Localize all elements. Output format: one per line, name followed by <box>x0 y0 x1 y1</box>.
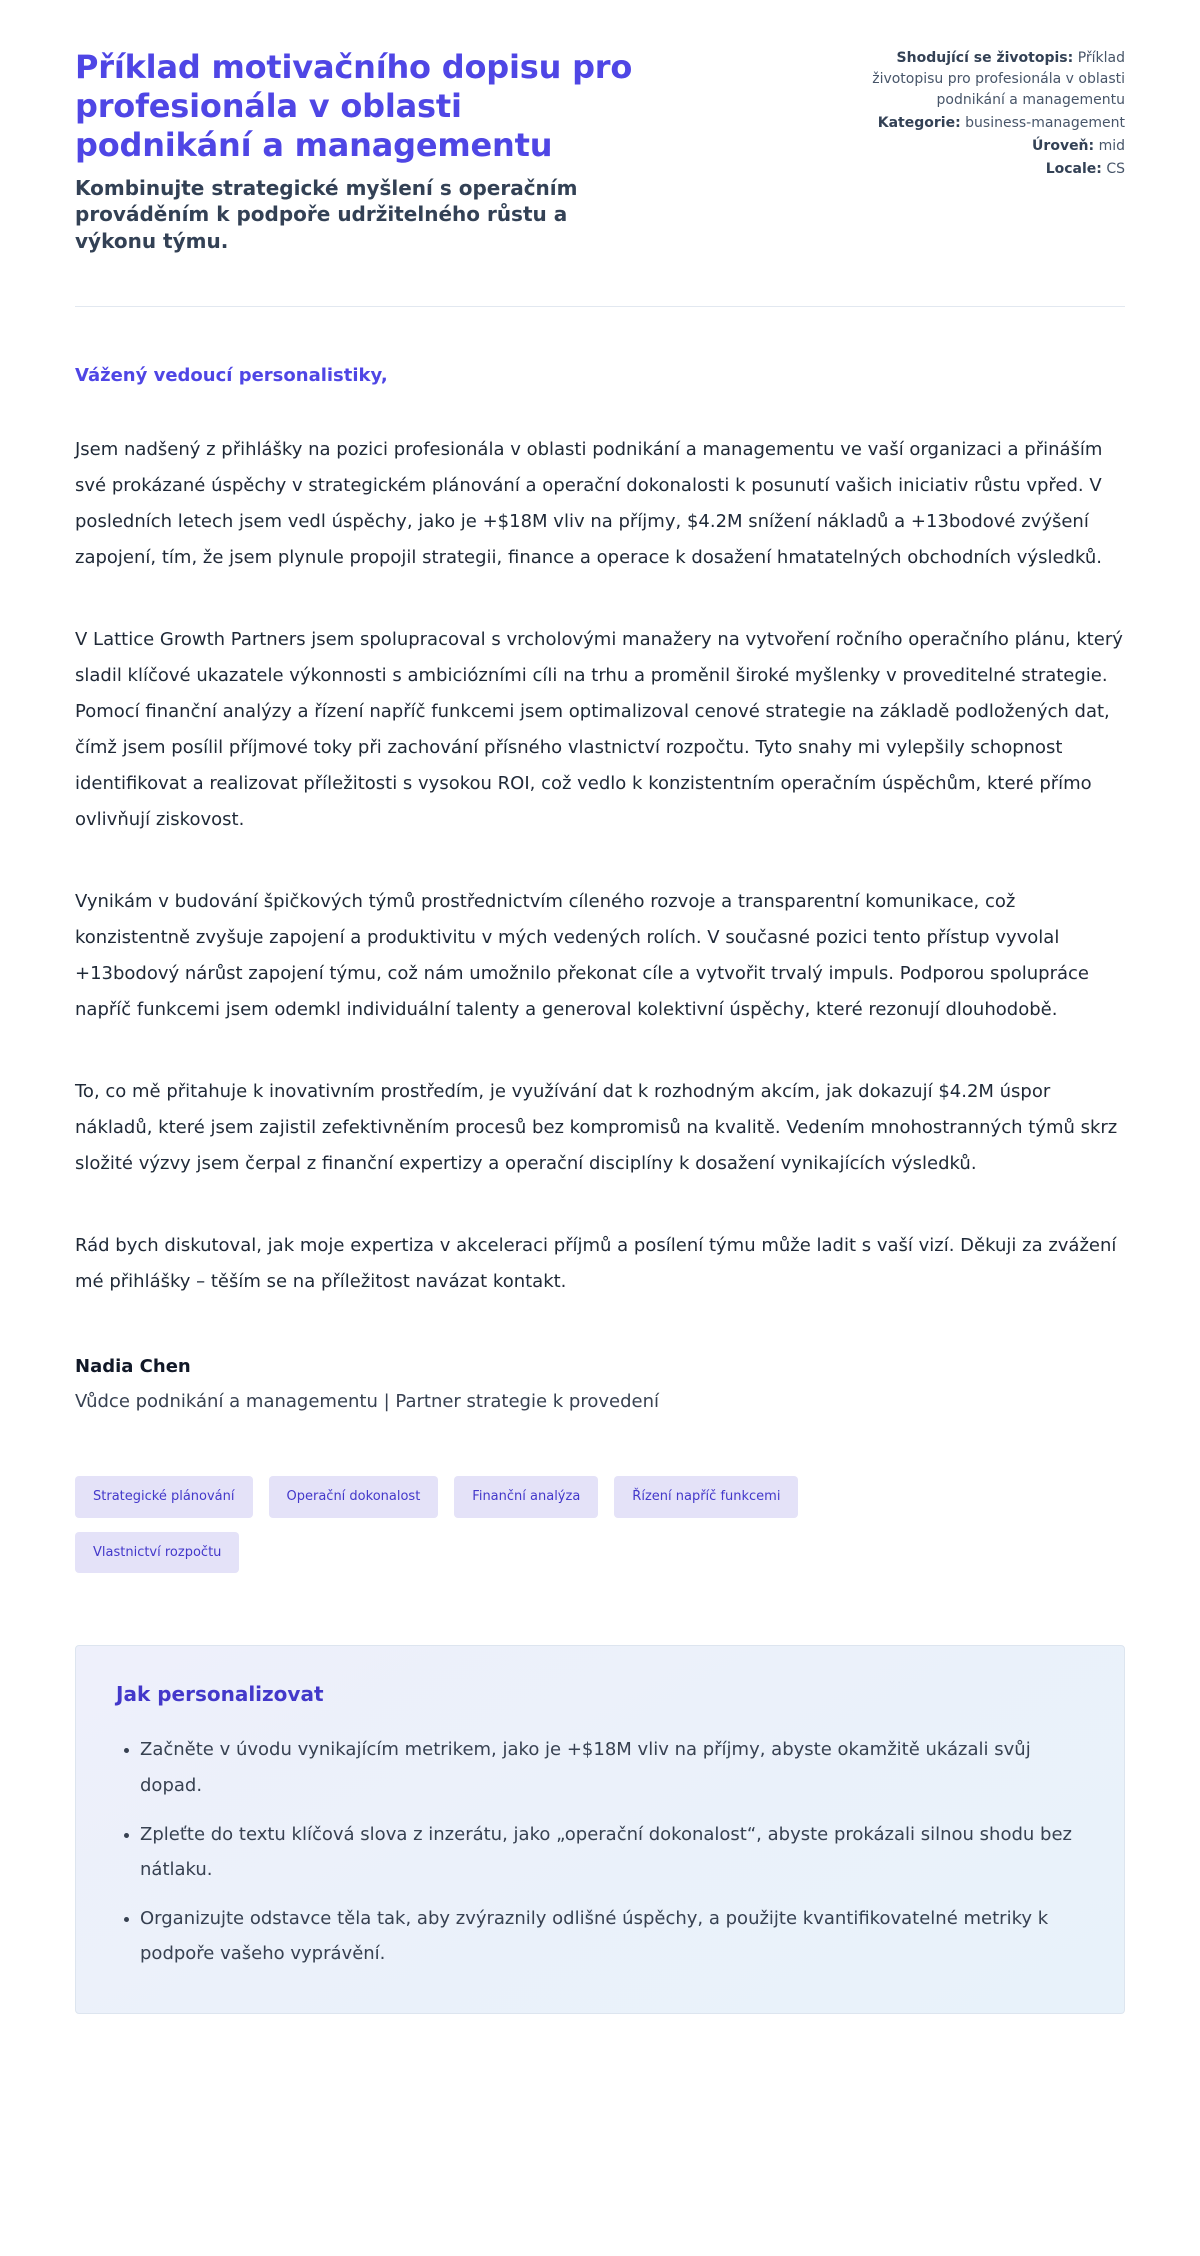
meta-label: Locale: <box>1045 161 1102 177</box>
header-title-block <box>75 48 635 254</box>
personalization-tip-list <box>116 1732 1084 1971</box>
meta-value: business-management <box>965 115 1125 131</box>
page-title: Příklad motivačního dopisu pro profesionála v oblasti podnikání a managementu <box>75 48 633 165</box>
letter-paragraphs <box>75 432 1125 1300</box>
personalization-tip: • Zpleťte do textu klíčová slova z inzerátu, jako „operační dokonalost“, abyste prokázali silnou shodu bez nátlaku. <box>140 1817 1084 1887</box>
letter-greeting: Vážený vedoucí personalistiky, <box>75 365 388 387</box>
signature-role: Vůdce podnikání a managementu | Partner strategie k provedení <box>75 1391 659 1413</box>
tag-chip: Finanční analýza <box>454 1476 598 1518</box>
meta-list <box>825 48 1125 182</box>
letter-paragraph: Rád bych diskutoval, jak moje expertiza v akceleraci příjmů a posílení týmu může ladit s vaší vizí. Děkuji za zvážení mé přihlášky – těším se na příležitost navázat kontakt. <box>75 1235 1117 1293</box>
meta-item <box>825 136 1125 157</box>
meta-label: Úroveň: <box>1032 138 1095 154</box>
meta-value: Příklad životopisu pro profesionála v oblasti podnikání a managementu <box>872 50 1125 108</box>
signature-block <box>75 1356 1125 1412</box>
tag-chip: Řízení napříč funkcemi <box>614 1476 798 1518</box>
tag-list <box>75 1476 855 1573</box>
page-subtitle: Kombinujte strategické myšlení s operačním prováděním k podpoře udržitelného růstu a výkonu týmu. <box>75 176 578 253</box>
meta-item <box>825 159 1125 180</box>
meta-label: Kategorie: <box>877 115 961 131</box>
personalization-tip: • Organizujte odstavce těla tak, aby zvýraznily odlišné úspěchy, a použijte kvantifikovatelné metriky k podpoře vašeho vyprávění. <box>140 1901 1084 1971</box>
meta-item <box>825 113 1125 134</box>
personalization-box <box>75 1645 1125 2014</box>
meta-value: mid <box>1098 138 1125 154</box>
tag-chip: Operační dokonalost <box>269 1476 439 1518</box>
page-header <box>75 48 1125 254</box>
signature-name: Nadia Chen <box>75 1356 191 1378</box>
letter-body <box>75 365 1125 1412</box>
letter-paragraph: Jsem nadšený z přihlášky na pozici profesionála v oblasti podnikání a managementu ve vaší organizaci a přináším své prokázané úspěchy v strategickém plánování a operační dokonalosti k posunutí vašich iniciativ růstu vpřed. V posledních letech jsem vedl úspěchy, jako je +$18M vliv na příjmy, $4.2M snížení nákladů a +13bodové zvýšení zapojení, tím, že jsem plynule propojil strategii, finance a operace k dosažení hmatatelných obchodních výsledků. <box>75 439 1103 569</box>
tag-chip: Strategické plánování <box>75 1476 253 1518</box>
tag-chip: Vlastnictví rozpočtu <box>75 1532 239 1574</box>
header-divider <box>75 306 1125 307</box>
personalization-title: Jak personalizovat <box>116 1682 324 1707</box>
letter-paragraph: To, co mě přitahuje k inovativním prostředím, je využívání dat k rozhodným akcím, jak dokazují $4.2M úspor nákladů, které jsem zajistil zefektivněním procesů bez kompromisů na kvalitě. Vedením mnohostranných týmů skrz složité výzvy jsem čerpal z finanční expertizy a operační disciplíny k dosažení vynikajících výsledků. <box>75 1081 1118 1175</box>
personalization-tip: • Začněte v úvodu vynikajícím metrikem, jako je +$18M vliv na příjmy, abyste okamžitě ukázali svůj dopad. <box>140 1732 1084 1802</box>
letter-paragraph: V Lattice Growth Partners jsem spolupracoval s vrcholovými manažery na vytvoření ročního operačního plánu, který sladil klíčové ukazatele výkonnosti s ambiciózními cíli na trhu a proměnil široké myšlenky v proveditelné strategie. Pomocí finanční analýzy a řízení napříč funkcemi jsem optimalizoval cenové strategie na základě podložených dat, čímž jsem posílil příjmové toky při zachování přísného vlastnictví rozpočtu. Tyto snahy mi vylepšily schopnost identifikovat a realizovat příležitosti s vysokou ROI, což vedlo k konzistentním operačním úspěchům, které přímo ovlivňují ziskovost. <box>75 629 1123 831</box>
letter-paragraph: Vynikám v budování špičkových týmů prostřednictvím cíleného rozvoje a transparentní komunikace, což konzistentně zvyšuje zapojení a produktivitu v mých vedených rolích. V současné pozici tento přístup vyvolal +13bodový nárůst zapojení týmu, což nám umožnilo překonat cíle a vytvořit trvalý impuls. Podporou spolupráce napříč funkcemi jsem odemkl individuální talenty a generoval kolektivní úspěchy, které rezonují dlouhodobě. <box>75 891 1090 1021</box>
meta-item <box>825 48 1125 111</box>
meta-label: Shodující se životopis: <box>896 50 1074 66</box>
meta-value: CS <box>1106 161 1125 177</box>
